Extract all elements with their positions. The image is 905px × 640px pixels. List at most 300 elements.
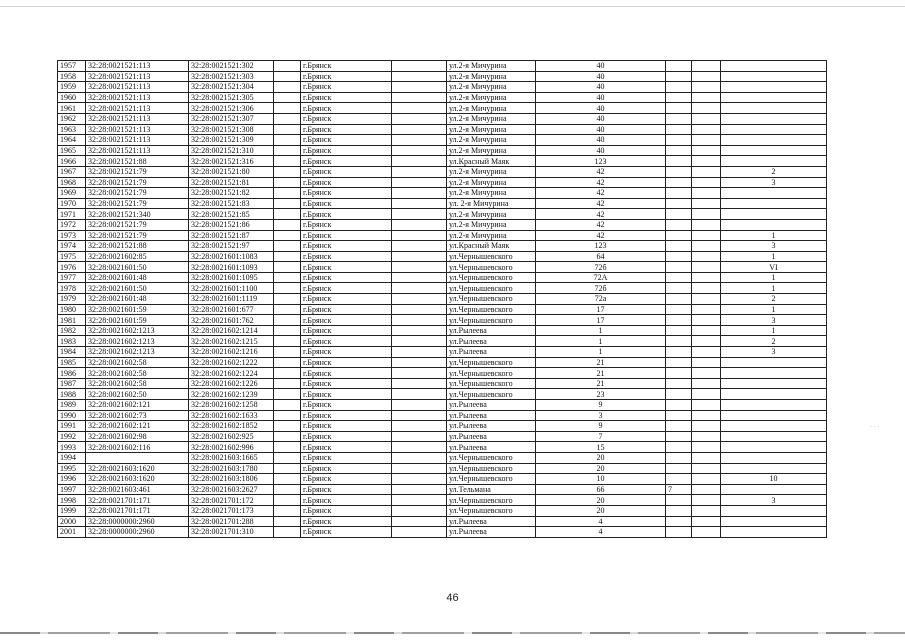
- table-row: [58, 241, 827, 252]
- cadastral-number: 32:28:0021521:310: [189, 145, 274, 156]
- table-row: [58, 410, 827, 421]
- parent-cadastral-number: 32:28:0021602:1213: [86, 325, 189, 336]
- blank-cell: [392, 452, 447, 463]
- blank-cell: [392, 61, 447, 72]
- table-row: [58, 61, 827, 72]
- table-row: [58, 484, 827, 495]
- scan-speck: · · ·: [870, 424, 880, 431]
- premises-number: [721, 452, 827, 463]
- blank-cell: [692, 315, 721, 326]
- cadastral-number: 32:28:0021602:996: [189, 442, 274, 453]
- blank-cell: [692, 61, 721, 72]
- blank-cell: [274, 452, 301, 463]
- parent-cadastral-number: 32:28:0021602:58: [86, 357, 189, 368]
- parent-cadastral-number: 32:28:0021601:50: [86, 262, 189, 273]
- city: г.Брянск: [301, 188, 392, 199]
- parent-cadastral-number: 32:28:0021521:113: [86, 103, 189, 114]
- table-row: [58, 304, 827, 315]
- blank-cell: [274, 230, 301, 241]
- blank-cell: [692, 336, 721, 347]
- record-number: 1977: [58, 272, 86, 283]
- blank-cell: [692, 431, 721, 442]
- house-number: 23: [536, 389, 666, 400]
- blank-cell: [274, 527, 301, 538]
- table-row: [58, 262, 827, 273]
- house-number: 3: [536, 410, 666, 421]
- city: г.Брянск: [301, 177, 392, 188]
- building-letter: [666, 71, 692, 82]
- parent-cadastral-number: 32:28:0021521:79: [86, 177, 189, 188]
- street: ул.2-я Мичурина: [447, 219, 536, 230]
- street: ул.2-я Мичурина: [447, 135, 536, 146]
- table-row: [58, 495, 827, 506]
- house-number: 20: [536, 452, 666, 463]
- cadastral-number: 32:28:0021602:1239: [189, 389, 274, 400]
- parent-cadastral-number: 32:28:0021602:73: [86, 410, 189, 421]
- blank-cell: [392, 484, 447, 495]
- record-number: 1999: [58, 505, 86, 516]
- building-letter: [666, 378, 692, 389]
- cadastral-number: 32:28:0021601:762: [189, 315, 274, 326]
- blank-cell: [392, 378, 447, 389]
- city: г.Брянск: [301, 92, 392, 103]
- cadastral-number: 32:28:0021603:1780: [189, 463, 274, 474]
- building-letter: [666, 421, 692, 432]
- record-number: 1995: [58, 463, 86, 474]
- cadastral-number: 32:28:0021521:303: [189, 71, 274, 82]
- blank-cell: [692, 188, 721, 199]
- blank-cell: [392, 505, 447, 516]
- premises-number: 3: [721, 315, 827, 326]
- blank-cell: [692, 113, 721, 124]
- city: г.Брянск: [301, 294, 392, 305]
- cadastral-number: 32:28:0021521:307: [189, 113, 274, 124]
- cadastral-number: 32:28:0021601:1119: [189, 294, 274, 305]
- city: г.Брянск: [301, 71, 392, 82]
- street: ул.2-я Мичурина: [447, 145, 536, 156]
- city: г.Брянск: [301, 368, 392, 379]
- premises-number: [721, 156, 827, 167]
- record-number: 1997: [58, 484, 86, 495]
- house-number: 21: [536, 378, 666, 389]
- house-number: 1: [536, 347, 666, 358]
- blank-cell: [692, 272, 721, 283]
- cadastral-number: 32:28:0021603:1806: [189, 474, 274, 485]
- city: г.Брянск: [301, 325, 392, 336]
- blank-cell: [392, 315, 447, 326]
- blank-cell: [274, 294, 301, 305]
- table-row: [58, 347, 827, 358]
- record-number: 2001: [58, 527, 86, 538]
- parent-cadastral-number: 32:28:0021602:50: [86, 389, 189, 400]
- house-number: 9: [536, 421, 666, 432]
- blank-cell: [392, 82, 447, 93]
- cadastral-number: 32:28:0021521:82: [189, 188, 274, 199]
- house-number: 4: [536, 527, 666, 538]
- record-number: 1996: [58, 474, 86, 485]
- record-number: 1984: [58, 347, 86, 358]
- building-letter: [666, 177, 692, 188]
- blank-cell: [274, 357, 301, 368]
- parent-cadastral-number: 32:28:0021602:1213: [86, 347, 189, 358]
- blank-cell: [392, 474, 447, 485]
- blank-cell: [274, 283, 301, 294]
- city: г.Брянск: [301, 272, 392, 283]
- city: г.Брянск: [301, 241, 392, 252]
- blank-cell: [392, 421, 447, 432]
- bottom-scan-edge: [0, 632, 905, 634]
- house-number: 72а: [536, 294, 666, 305]
- street: ул.Рылеева: [447, 400, 536, 411]
- house-number: 15: [536, 442, 666, 453]
- record-number: 1986: [58, 368, 86, 379]
- premises-number: [721, 135, 827, 146]
- blank-cell: [392, 272, 447, 283]
- table-row: [58, 177, 827, 188]
- house-number: 4: [536, 516, 666, 527]
- house-number: 40: [536, 135, 666, 146]
- premises-number: 3: [721, 495, 827, 506]
- cadastral-number: 32:28:0021521:309: [189, 135, 274, 146]
- blank-cell: [392, 410, 447, 421]
- house-number: 42: [536, 209, 666, 220]
- parent-cadastral-number: 32:28:0021701:171: [86, 505, 189, 516]
- blank-cell: [392, 431, 447, 442]
- blank-cell: [692, 484, 721, 495]
- blank-cell: [692, 156, 721, 167]
- street: ул.Чернышевского: [447, 495, 536, 506]
- premises-number: 1: [721, 272, 827, 283]
- street: ул.Чернышевского: [447, 378, 536, 389]
- city: г.Брянск: [301, 304, 392, 315]
- building-letter: [666, 241, 692, 252]
- record-number: 1966: [58, 156, 86, 167]
- building-letter: [666, 410, 692, 421]
- building-letter: [666, 495, 692, 506]
- table-row: [58, 92, 827, 103]
- house-number: 20: [536, 505, 666, 516]
- parent-cadastral-number: 32:28:0021521:113: [86, 92, 189, 103]
- city: г.Брянск: [301, 135, 392, 146]
- building-letter: [666, 82, 692, 93]
- blank-cell: [692, 463, 721, 474]
- table-row: [58, 431, 827, 442]
- parent-cadastral-number: 32:28:0021601:48: [86, 294, 189, 305]
- city: г.Брянск: [301, 124, 392, 135]
- cadastral-number: 32:28:0021701:172: [189, 495, 274, 506]
- record-number: 1988: [58, 389, 86, 400]
- cadastral-number: 32:28:0021601:677: [189, 304, 274, 315]
- cadastral-register-table: [57, 60, 827, 538]
- table-row: [58, 272, 827, 283]
- parent-cadastral-number: 32:28:0021602:98: [86, 431, 189, 442]
- cadastral-number: 32:28:0021602:1224: [189, 368, 274, 379]
- blank-cell: [392, 495, 447, 506]
- blank-cell: [274, 219, 301, 230]
- house-number: 42: [536, 177, 666, 188]
- blank-cell: [692, 400, 721, 411]
- blank-cell: [692, 103, 721, 114]
- house-number: 40: [536, 82, 666, 93]
- blank-cell: [392, 209, 447, 220]
- house-number: 9: [536, 400, 666, 411]
- street: ул.Рылеева: [447, 421, 536, 432]
- table-row: [58, 336, 827, 347]
- record-number: 1982: [58, 325, 86, 336]
- blank-cell: [392, 325, 447, 336]
- house-number: 72б: [536, 262, 666, 273]
- blank-cell: [392, 113, 447, 124]
- city: г.Брянск: [301, 474, 392, 485]
- blank-cell: [274, 177, 301, 188]
- street: ул.Чернышевского: [447, 251, 536, 262]
- building-letter: [666, 103, 692, 114]
- house-number: 64: [536, 251, 666, 262]
- parent-cadastral-number: 32:28:0021521:113: [86, 113, 189, 124]
- house-number: 123: [536, 156, 666, 167]
- building-letter: [666, 92, 692, 103]
- blank-cell: [392, 368, 447, 379]
- blank-cell: [692, 241, 721, 252]
- register-body: [58, 61, 827, 538]
- table-row: [58, 71, 827, 82]
- record-number: 1967: [58, 166, 86, 177]
- blank-cell: [692, 442, 721, 453]
- blank-cell: [692, 177, 721, 188]
- city: г.Брянск: [301, 516, 392, 527]
- premises-number: [721, 103, 827, 114]
- street: ул.Чернышевского: [447, 505, 536, 516]
- cadastral-number: 32:28:0021602:1214: [189, 325, 274, 336]
- street: ул. 2-я Мичурина: [447, 198, 536, 209]
- house-number: 20: [536, 495, 666, 506]
- city: г.Брянск: [301, 347, 392, 358]
- blank-cell: [274, 410, 301, 421]
- building-letter: [666, 272, 692, 283]
- premises-number: [721, 389, 827, 400]
- cadastral-number: 32:28:0021701:173: [189, 505, 274, 516]
- table-row: [58, 124, 827, 135]
- parent-cadastral-number: 32:28:0000000:2960: [86, 527, 189, 538]
- premises-number: [721, 421, 827, 432]
- blank-cell: [392, 188, 447, 199]
- parent-cadastral-number: 32:28:0021521:79: [86, 166, 189, 177]
- parent-cadastral-number: 32:28:0021521:113: [86, 82, 189, 93]
- parent-cadastral-number: 32:28:0021521:113: [86, 71, 189, 82]
- blank-cell: [692, 421, 721, 432]
- house-number: 10: [536, 474, 666, 485]
- city: г.Брянск: [301, 336, 392, 347]
- table-row: [58, 463, 827, 474]
- street: ул.Рылеева: [447, 347, 536, 358]
- parent-cadastral-number: 32:28:0021521:88: [86, 241, 189, 252]
- building-letter: 7: [666, 484, 692, 495]
- building-letter: [666, 209, 692, 220]
- premises-number: 1: [721, 283, 827, 294]
- blank-cell: [692, 347, 721, 358]
- building-letter: [666, 474, 692, 485]
- premises-number: [721, 368, 827, 379]
- premises-number: 1: [721, 230, 827, 241]
- street: ул.Чернышевского: [447, 463, 536, 474]
- building-letter: [666, 368, 692, 379]
- parent-cadastral-number: 32:28:0021603:1620: [86, 463, 189, 474]
- city: г.Брянск: [301, 156, 392, 167]
- building-letter: [666, 262, 692, 273]
- record-number: 1968: [58, 177, 86, 188]
- house-number: 20: [536, 463, 666, 474]
- record-number: 1962: [58, 113, 86, 124]
- building-letter: [666, 325, 692, 336]
- blank-cell: [392, 166, 447, 177]
- street: ул.Чернышевского: [447, 304, 536, 315]
- city: г.Брянск: [301, 103, 392, 114]
- blank-cell: [274, 156, 301, 167]
- premises-number: [721, 124, 827, 135]
- city: г.Брянск: [301, 230, 392, 241]
- blank-cell: [392, 103, 447, 114]
- premises-number: 10: [721, 474, 827, 485]
- building-letter: [666, 135, 692, 146]
- cadastral-number: 32:28:0021602:1216: [189, 347, 274, 358]
- record-number: 1975: [58, 251, 86, 262]
- city: г.Брянск: [301, 410, 392, 421]
- city: г.Брянск: [301, 431, 392, 442]
- city: г.Брянск: [301, 219, 392, 230]
- table-row: [58, 452, 827, 463]
- premises-number: 1: [721, 304, 827, 315]
- blank-cell: [274, 166, 301, 177]
- street: ул.Чернышевского: [447, 389, 536, 400]
- record-number: 2000: [58, 516, 86, 527]
- blank-cell: [274, 442, 301, 453]
- table-row: [58, 230, 827, 241]
- record-number: 1969: [58, 188, 86, 199]
- house-number: 42: [536, 188, 666, 199]
- blank-cell: [392, 92, 447, 103]
- building-letter: [666, 230, 692, 241]
- city: г.Брянск: [301, 166, 392, 177]
- blank-cell: [392, 241, 447, 252]
- blank-cell: [392, 336, 447, 347]
- blank-cell: [274, 188, 301, 199]
- cadastral-number: 32:28:0021601:1083: [189, 251, 274, 262]
- house-number: 40: [536, 71, 666, 82]
- premises-number: 2: [721, 166, 827, 177]
- building-letter: [666, 400, 692, 411]
- city: г.Брянск: [301, 251, 392, 262]
- blank-cell: [392, 71, 447, 82]
- record-number: 1973: [58, 230, 86, 241]
- blank-cell: [692, 357, 721, 368]
- building-letter: [666, 166, 692, 177]
- blank-cell: [274, 400, 301, 411]
- table-row: [58, 527, 827, 538]
- premises-number: [721, 82, 827, 93]
- house-number: 1: [536, 336, 666, 347]
- blank-cell: [274, 325, 301, 336]
- street: ул.Рылеева: [447, 527, 536, 538]
- blank-cell: [692, 410, 721, 421]
- house-number: 40: [536, 124, 666, 135]
- house-number: 17: [536, 315, 666, 326]
- premises-number: 3: [721, 347, 827, 358]
- street: ул.2-я Мичурина: [447, 166, 536, 177]
- building-letter: [666, 315, 692, 326]
- record-number: 1993: [58, 442, 86, 453]
- premises-number: [721, 145, 827, 156]
- record-number: 1980: [58, 304, 86, 315]
- page-number: 46: [446, 592, 459, 604]
- table-row: [58, 145, 827, 156]
- street: ул.Чернышевского: [447, 272, 536, 283]
- record-number: 1970: [58, 198, 86, 209]
- building-letter: [666, 124, 692, 135]
- blank-cell: [392, 156, 447, 167]
- building-letter: [666, 219, 692, 230]
- blank-cell: [692, 166, 721, 177]
- cadastral-number: 32:28:0021601:1095: [189, 272, 274, 283]
- parent-cadastral-number: 32:28:0021521:88: [86, 156, 189, 167]
- street: ул.Чернышевского: [447, 368, 536, 379]
- premises-number: [721, 219, 827, 230]
- street: ул.2-я Мичурина: [447, 103, 536, 114]
- blank-cell: [692, 516, 721, 527]
- cadastral-number: 32:28:0021602:1258: [189, 400, 274, 411]
- city: г.Брянск: [301, 452, 392, 463]
- premises-number: 3: [721, 177, 827, 188]
- blank-cell: [274, 378, 301, 389]
- blank-cell: [274, 304, 301, 315]
- blank-cell: [274, 262, 301, 273]
- blank-cell: [392, 400, 447, 411]
- blank-cell: [274, 82, 301, 93]
- blank-cell: [692, 209, 721, 220]
- blank-cell: [692, 92, 721, 103]
- record-number: 1990: [58, 410, 86, 421]
- parent-cadastral-number: 32:28:0021701:171: [86, 495, 189, 506]
- blank-cell: [392, 198, 447, 209]
- blank-cell: [274, 113, 301, 124]
- blank-cell: [392, 294, 447, 305]
- city: г.Брянск: [301, 209, 392, 220]
- blank-cell: [392, 357, 447, 368]
- cadastral-number: 32:28:0021601:1100: [189, 283, 274, 294]
- table-row: [58, 389, 827, 400]
- street: ул.Чернышевского: [447, 474, 536, 485]
- blank-cell: [392, 516, 447, 527]
- street: ул.Тельмана: [447, 484, 536, 495]
- building-letter: [666, 463, 692, 474]
- premises-number: [721, 188, 827, 199]
- city: г.Брянск: [301, 400, 392, 411]
- city: г.Брянск: [301, 198, 392, 209]
- record-number: 1998: [58, 495, 86, 506]
- blank-cell: [392, 389, 447, 400]
- premises-number: [721, 431, 827, 442]
- cadastral-number: 32:28:0021521:81: [189, 177, 274, 188]
- city: г.Брянск: [301, 61, 392, 72]
- parent-cadastral-number: 32:28:0021602:58: [86, 368, 189, 379]
- building-letter: [666, 336, 692, 347]
- blank-cell: [392, 251, 447, 262]
- blank-cell: [274, 336, 301, 347]
- street: ул.Рылеева: [447, 442, 536, 453]
- building-letter: [666, 452, 692, 463]
- blank-cell: [392, 219, 447, 230]
- street: ул.Рылеева: [447, 516, 536, 527]
- house-number: 21: [536, 368, 666, 379]
